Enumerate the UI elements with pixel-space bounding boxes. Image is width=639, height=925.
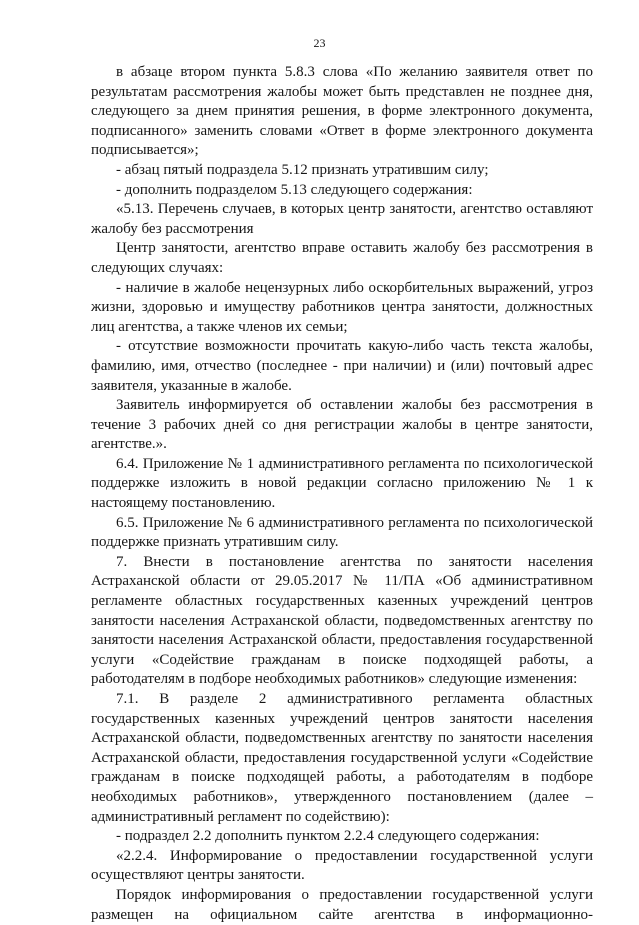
paragraph: «5.13. Перечень случаев, в которых центр занятости, агентство оставляют жалобу без рассмотрения (91, 201, 593, 237)
paragraph: «2.2.4. Информирование о предоставлении государственной услуги осуществляют центры занятости. (91, 847, 593, 884)
paragraph: 7.1. В разделе 2 административного регламента областных государственных казенных учреждений центров занятости населения Астраханской области, подведомственных агентству по занятости населения Астраханской области, предоставления государственной услуги «Содействие гражданам в поиске подходящей работы, а работодателям в подборе необходимых работников», утвержденного постановлением (далее – административный регламент по содействию): (91, 691, 593, 825)
paragraph: Центр занятости, агентство вправе оставить жалобу без рассмотрения в следующих случаях: (91, 240, 593, 276)
paragraph: - отсутствие возможности прочитать какую-либо часть текста жалобы, фамилию, имя, отчество (последнее - при наличии) и (или) почтовый адрес заявителя, указанные в жалобе. (91, 338, 593, 394)
paragraph: 6.4. Приложение № 1 административного регламента по психологической поддержке изложить в новой редакции согласно приложению № 1 к настоящему постановлению. (91, 455, 593, 512)
paragraph: - наличие в жалобе нецензурных либо оскорбительных выражений, угроз жизни, здоровью и имуществу работников центра занятости, должностных лиц агентства, а также членов их семьи; (91, 279, 593, 335)
paragraph: Заявитель информируется об оставлении жалобы без рассмотрения в течение 3 рабочих дней со дня регистрации жалобы в центре занятости, агентстве.». (91, 397, 593, 453)
paragraph: - дополнить подразделом 5.13 следующего содержания: (116, 181, 473, 198)
paragraph: Порядок информирования о предоставлении государственной услуги размещен на официальном сайте агентства в информационно- (91, 886, 593, 923)
paragraph: 7. Внести в постановление агентства по занятости населения Астраханской области от 29.05.2017 № 11/ПА «Об административном регламенте областных государственных казенных учреждений центров занятости населения Астраханской области, подведомственных агентству по занятости населения Астраханской области, предоставления государственной услуги «Содействие гражданам в поиске подходящей работы, а работодателям в подборе необходимых работников» следующие изменения: (91, 553, 593, 688)
page-number: 23 (313, 36, 326, 50)
paragraph: в абзаце втором пункта 5.8.3 слова «По желанию заявителя ответ по результатам рассмотрения жалобы может быть представлен не позднее дня, следующего за днем принятия решения, в форме электронного документа, подписанного» заменить словами «Ответ в форме электронного документа подписывается»; (91, 64, 593, 159)
document-body (91, 63, 593, 925)
paragraph: 6.5. Приложение № 6 административного регламента по психологической поддержке признать утратившим силу. (91, 514, 593, 551)
paragraph: - абзац пятый подраздела 5.12 признать утратившим силу; (116, 161, 489, 178)
paragraph: - подраздел 2.2 дополнить пунктом 2.2.4 следующего содержания: (116, 828, 540, 845)
